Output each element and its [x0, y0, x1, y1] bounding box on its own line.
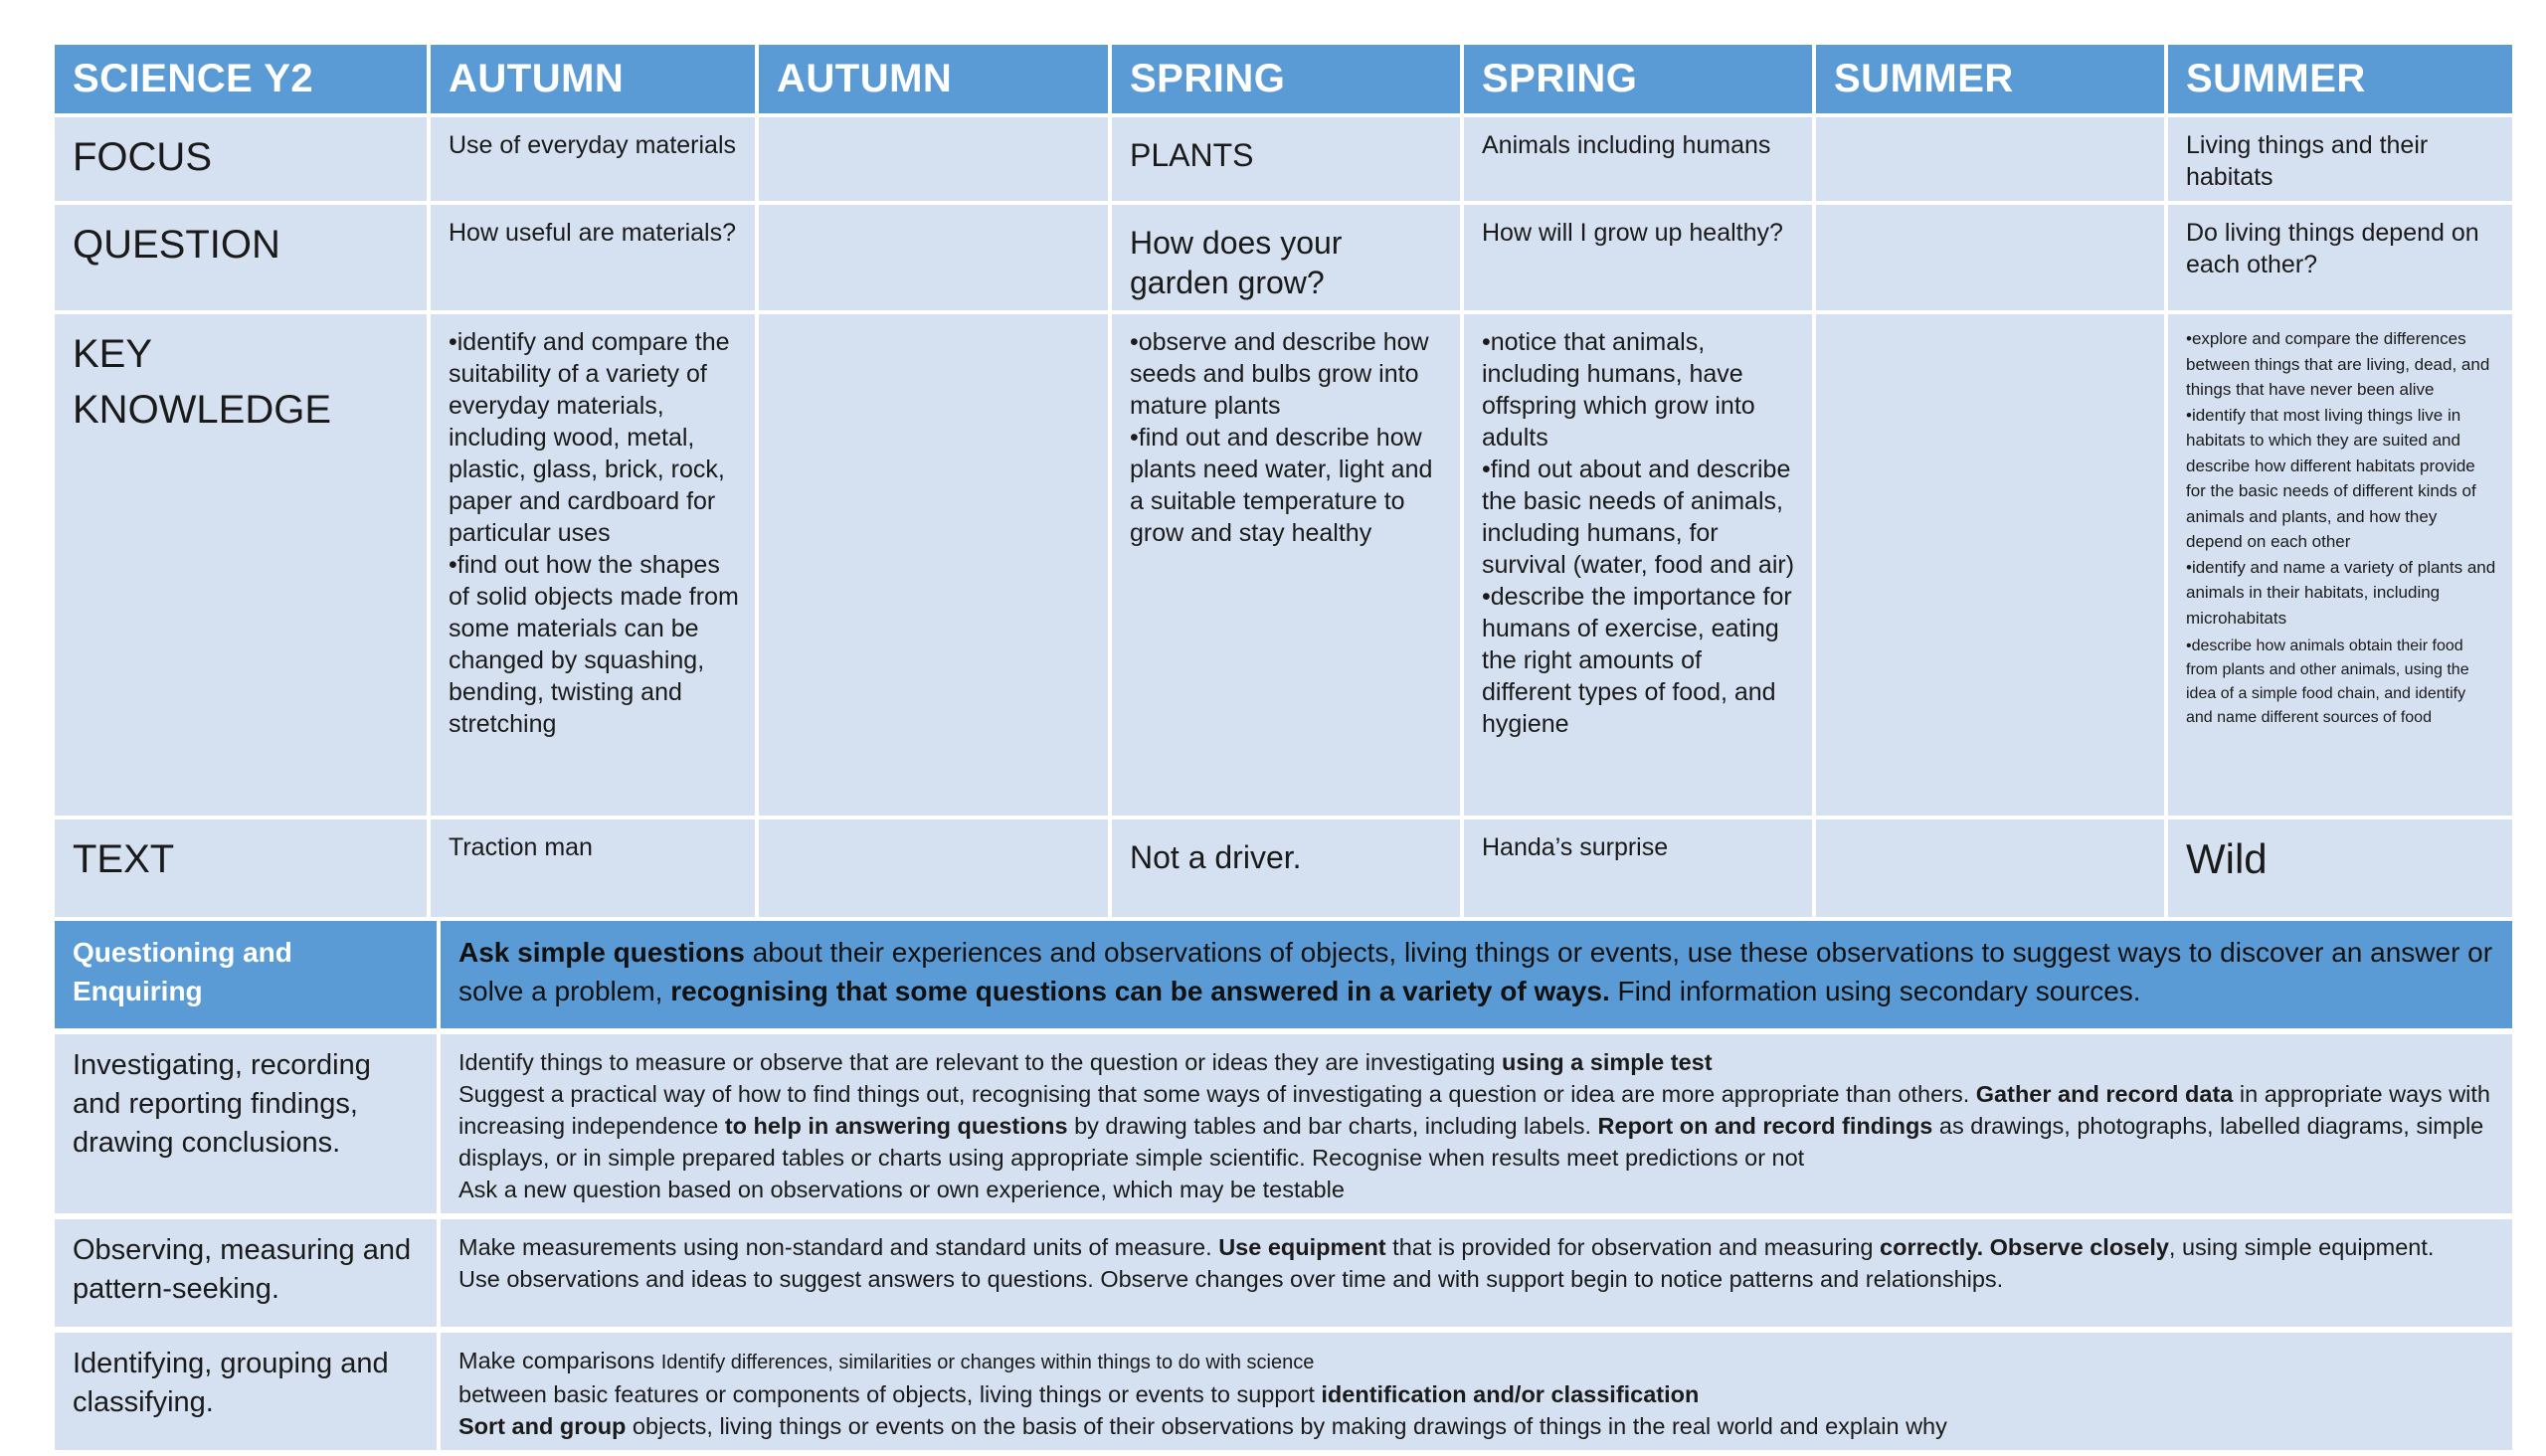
bullet-item: •notice that animals, including humans, have offspring which grow into adults [1482, 328, 1755, 452]
key-knowledge-summer-1 [1816, 314, 2168, 819]
science-plan-sheet [55, 45, 2516, 1456]
skill-line: Use observations and ideas to suggest answers to questions. Observe changes over time and with support begin to notice patterns and relationships. [458, 1266, 2004, 1292]
header-summer-2: SUMMER [2168, 45, 2516, 117]
skill-row-observing [55, 1219, 2516, 1333]
key-knowledge-label-line-2: KNOWLEDGE [73, 388, 332, 432]
bullet-item: •explore and compare the differences between things that are living, dead, and things that have never been alive [2186, 329, 2490, 399]
skill-line: Ask a new question based on observations or own experience, which may be testable [458, 1177, 1345, 1202]
focus-spring-1: PLANTS [1112, 117, 1464, 205]
skill-bold-text: identification and/or classification [1321, 1381, 1700, 1407]
skill-desc-identifying [441, 1333, 2516, 1456]
skill-desc-questioning [441, 921, 2516, 1034]
header-summer-1: SUMMER [1816, 45, 2168, 117]
bullet-item: •find out and describe how plants need water, light and a suitable temperature to grow and stay healthy [1130, 424, 1433, 547]
skill-line [458, 1345, 2496, 1378]
skill-text: , using simple equipment. [2168, 1234, 2435, 1260]
focus-autumn-1: Use of everyday materials [431, 117, 759, 205]
skill-bold-text: Use equipment [1218, 1234, 1386, 1260]
bullet-item: •identify that most living things live in habitats to which they are suited and describe how different habitats provide for the basic needs of different kinds of animals and plants, and how they depend on each other [2186, 405, 2476, 551]
skill-text: Find information using secondary sources. [1609, 976, 2141, 1006]
key-knowledge-spring-1 [1112, 314, 1464, 819]
text-autumn-1: Traction man [431, 819, 759, 921]
skill-text: Identify differences, similarities or changes within things to do with science [660, 1352, 1315, 1373]
bullet-item: •observe and describe how seeds and bulbs grow into mature plants [1130, 328, 1429, 420]
text-autumn-2 [759, 819, 1112, 921]
skill-line [458, 1410, 2496, 1442]
text-spring-2: Handa’s surprise [1464, 819, 1816, 921]
bullet-item: •find out how the shapes of solid objects made from some materials can be changed by squashing, bending, twisting and stretching [449, 551, 739, 738]
skill-label-questioning: Questioning and Enquiring [55, 921, 441, 1034]
bullet-item: •describe the importance for humans of exercise, eating the right amounts of different types of food, and hygiene [1482, 583, 1792, 738]
question-label: QUESTION [55, 205, 431, 314]
skill-desc-investigating [441, 1034, 2516, 1219]
question-summer-2: Do living things depend on each other? [2168, 205, 2516, 314]
header-spring-1: SPRING [1112, 45, 1464, 117]
text-label: TEXT [55, 819, 431, 921]
skill-bold-text: recognising that some questions can be answered in a variety of ways. [670, 976, 1610, 1006]
skill-bold-text: Gather and record data [1975, 1081, 2234, 1107]
question-row [55, 205, 2516, 314]
header-row [55, 45, 2516, 117]
skill-text: between basic features or components of objects, living things or events to support [458, 1381, 1322, 1407]
key-knowledge-row [55, 314, 2516, 819]
question-spring-1: How does your garden grow? [1112, 205, 1464, 314]
skill-line [458, 1078, 2496, 1174]
focus-summer-2: Living things and their habitats [2168, 117, 2516, 205]
skill-desc-observing [441, 1219, 2516, 1333]
skill-text: Suggest a practical way of how to find things out, recognising that some ways of investigating a question or idea are more appropriate than others. [458, 1081, 1976, 1107]
skill-label-investigating: Investigating, recording and reporting findings, drawing conclusions. [55, 1034, 441, 1219]
skill-text: that is provided for observation and measuring [1385, 1234, 1881, 1260]
skill-row-investigating [55, 1034, 2516, 1219]
question-summer-1 [1816, 205, 2168, 314]
skill-line [458, 1378, 2496, 1410]
skill-text: Make comparisons [458, 1348, 661, 1373]
key-knowledge-summer-2 [2168, 314, 2516, 819]
focus-label: FOCUS [55, 117, 431, 205]
header-autumn-2: AUTUMN [759, 45, 1112, 117]
curriculum-table [55, 45, 2516, 921]
question-spring-2: How will I grow up healthy? [1464, 205, 1816, 314]
header-science-y2: SCIENCE Y2 [55, 45, 431, 117]
skill-text: Identify things to measure or observe that are relevant to the question or ideas they are investigating [458, 1049, 1502, 1075]
skill-bold-text: Report on and record findings [1597, 1113, 1933, 1139]
skill-bold-text: to help in answering questions [724, 1113, 1068, 1139]
skill-bold-text: Sort and group [458, 1413, 627, 1439]
skill-label-observing: Observing, measuring and pattern-seeking. [55, 1219, 441, 1333]
focus-autumn-2 [759, 117, 1112, 205]
focus-summer-1 [1816, 117, 2168, 205]
question-autumn-1: How useful are materials? [431, 205, 759, 314]
key-knowledge-spring-2 [1464, 314, 1816, 819]
skill-row-identifying [55, 1333, 2516, 1456]
text-row [55, 819, 2516, 921]
working-scientifically-table [55, 921, 2516, 1456]
text-summer-2: Wild [2168, 819, 2516, 921]
key-knowledge-autumn-1 [431, 314, 759, 819]
skill-text: as drawings, photographs, labelled diagrams, simple displays, or in simple prepared tables or charts using appropriate simple scientific. Recognise when results meet predictions or not [458, 1113, 2484, 1171]
skill-label-identifying: Identifying, grouping and classifying. [55, 1333, 441, 1456]
skill-bold-text: using a simple test [1501, 1049, 1713, 1075]
focus-row [55, 117, 2516, 205]
skill-text: in appropriate ways with increasing independence [458, 1081, 2490, 1139]
key-knowledge-label-line-1: KEY [73, 332, 153, 376]
bullet-item: •find out about and describe the basic needs of animals, including humans, for survival (water, food and air) [1482, 455, 1795, 579]
skill-row-questioning [55, 921, 2516, 1034]
skill-text: by drawing tables and bar charts, including labels. [1067, 1113, 1598, 1139]
focus-spring-2: Animals including humans [1464, 117, 1816, 205]
key-knowledge-label [55, 314, 431, 819]
text-summer-1 [1816, 819, 2168, 921]
skill-text: about their experiences and observations of objects, living things or events, use these observations to suggest ways to discover an answer or solve a problem, [458, 937, 2493, 1006]
skill-line [458, 1046, 2496, 1078]
skill-bold-text: Ask simple questions [458, 937, 745, 968]
skill-text: objects, living things or events on the basis of their observations by making drawings of things in the real world and explain why [626, 1413, 1947, 1439]
text-spring-1: Not a driver. [1112, 819, 1464, 921]
skill-text: Make measurements using non-standard and standard units of measure. [458, 1234, 1219, 1260]
skill-line [458, 1231, 2496, 1263]
bullet-item: •describe how animals obtain their food from plants and other animals, using the idea of a simple food chain, and identify and name different sources of food [2186, 637, 2469, 726]
header-spring-2: SPRING [1464, 45, 1816, 117]
skill-bold-text: correctly. Observe closely [1880, 1234, 2169, 1260]
key-knowledge-autumn-2 [759, 314, 1112, 819]
bullet-item: •identify and name a variety of plants and animals in their habitats, including microhabitats [2186, 557, 2496, 628]
header-autumn-1: AUTUMN [431, 45, 759, 117]
question-autumn-2 [759, 205, 1112, 314]
bullet-item: •identify and compare the suitability of a variety of everyday materials, including wood, metal, plastic, glass, brick, rock, paper and cardboard for particular uses [449, 328, 730, 547]
